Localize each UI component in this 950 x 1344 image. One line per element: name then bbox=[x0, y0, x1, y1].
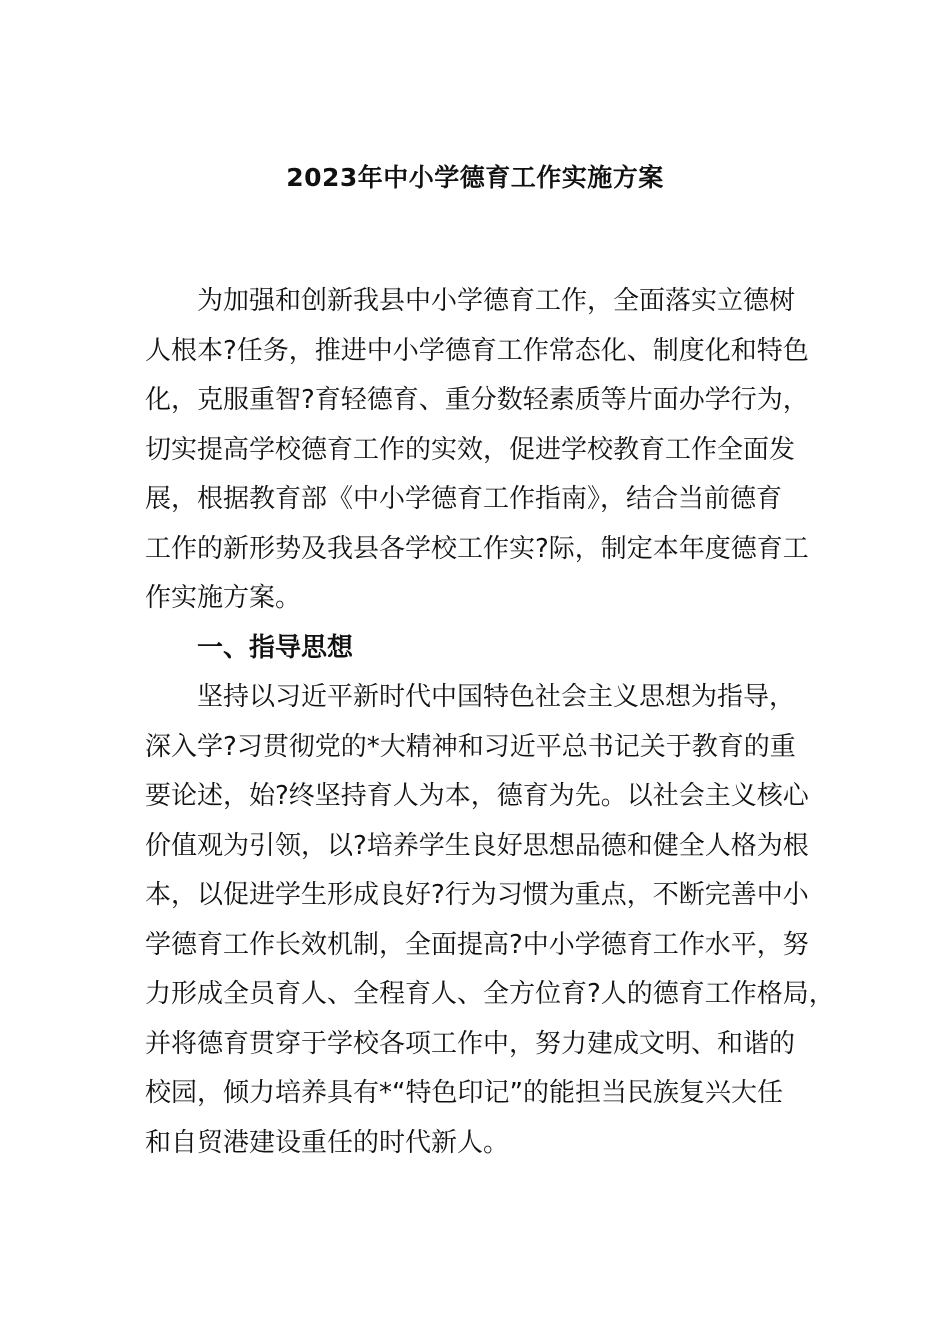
section-heading-guiding-ideology: 一、指导思想 bbox=[197, 632, 354, 663]
section1-line: 校园，倾力培养具有*“特色印记”的能担当民族复兴大任 bbox=[145, 1078, 783, 1108]
section1-line: 价值观为引领，以?培养学生良好思想品德和健全人格为根 bbox=[145, 830, 809, 861]
section1-line: 本，以促进学生形成良好?行为习惯为重点，不断完善中小 bbox=[145, 880, 809, 910]
section1-line: 并将德育贯穿于学校各项工作中，努力建成文明、和谐的 bbox=[145, 1028, 796, 1059]
section1-line: 深入学?习贯彻党的*大精神和习近平总书记关于教育的重 bbox=[145, 731, 796, 762]
document-body bbox=[145, 277, 835, 1168]
intro-line: 作实施方案。 bbox=[145, 583, 302, 613]
document-title: 2023年中小学德育工作实施方案 bbox=[286, 163, 664, 192]
section1-line: 力形成全员育人、全程育人、全方位育?人的德育工作格局， bbox=[145, 979, 835, 1009]
section1-line: 和自贸港建设重任的时代新人。 bbox=[145, 1127, 510, 1158]
section1-line: 学德育工作长效机制，全面提高?中小学德育工作水平，努 bbox=[145, 929, 809, 960]
intro-line: 人根本?任务，推进中小学德育工作常态化、制度化和特色 bbox=[145, 335, 809, 366]
intro-line: 工作的新形势及我县各学校工作实?际，制定本年度德育工 bbox=[145, 533, 809, 564]
intro-line: 展，根据教育部《中小学德育工作指南》，结合当前德育 bbox=[145, 484, 783, 514]
intro-line: 化，克服重智?育轻德育、重分数轻素质等片面办学行为， bbox=[145, 385, 809, 415]
section1-line: 要论述，始?终坚持育人为本，德育为先。以社会主义核心 bbox=[145, 781, 809, 811]
intro-line: 为加强和创新我县中小学德育工作，全面落实立德树 bbox=[197, 286, 796, 316]
intro-line: 切实提高学校德育工作的实效，促进学校教育工作全面发 bbox=[145, 434, 796, 465]
section1-line: 坚持以习近平新时代中国特色社会主义思想为指导， bbox=[197, 682, 796, 712]
